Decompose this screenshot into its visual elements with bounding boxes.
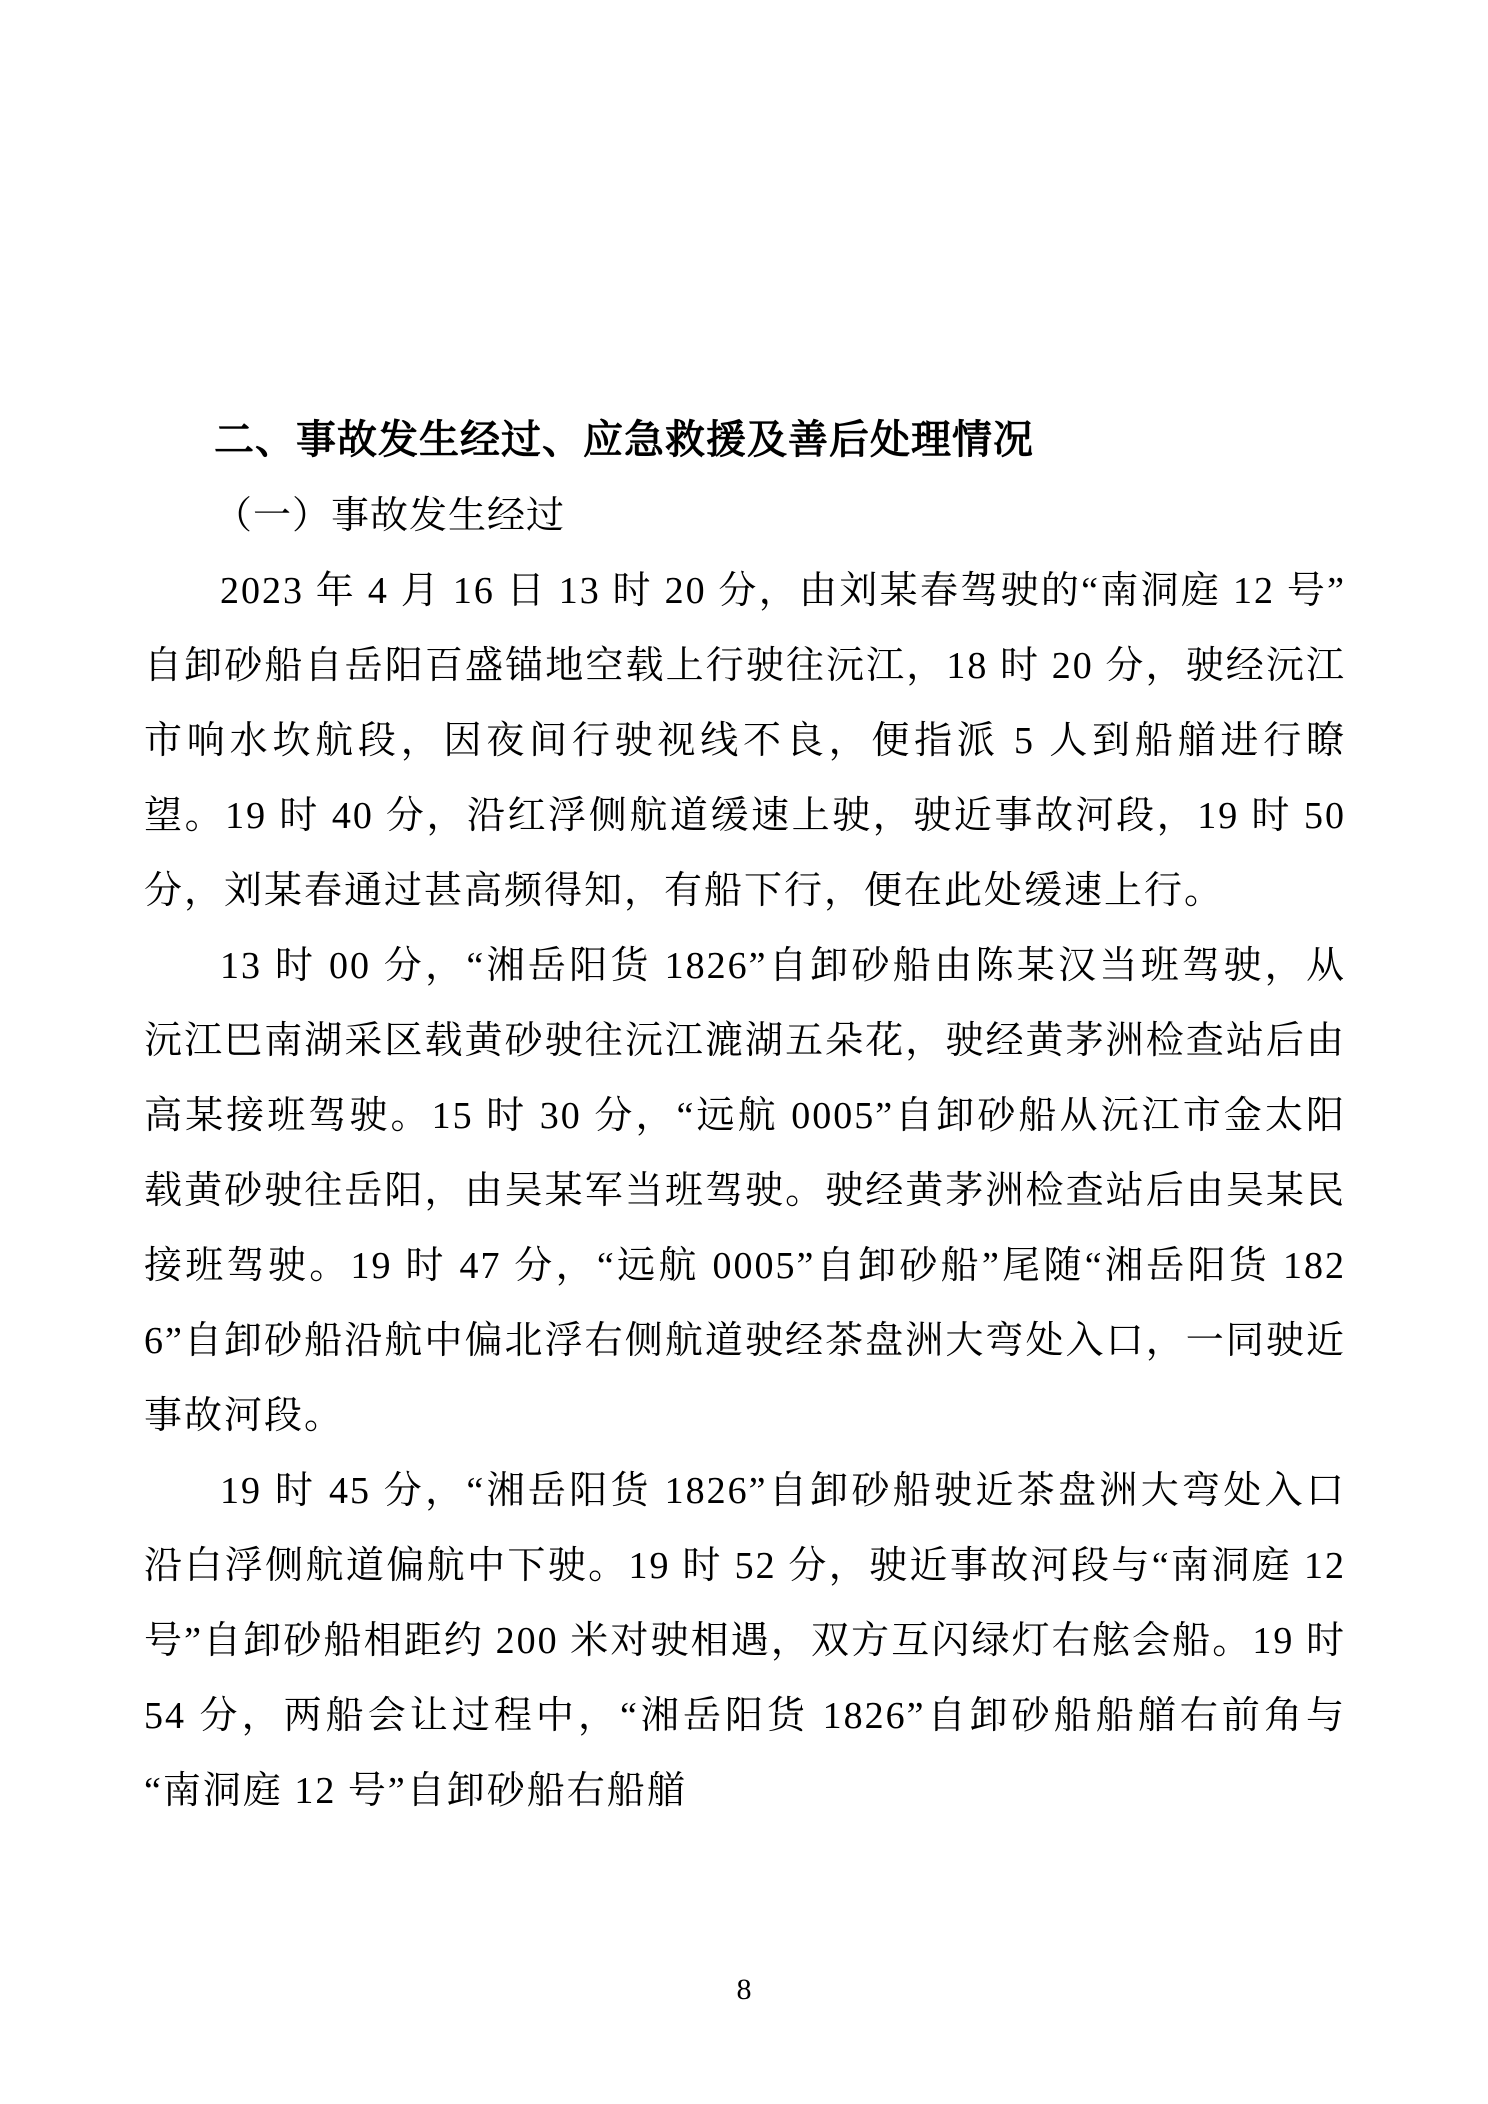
document-body — [144, 402, 1346, 1829]
body-paragraph-3: 19 时 45 分，“湘岳阳货 1826”自卸砂船驶近茶盘洲大弯处入口沿白浮侧航道偏航中下驶。19 时 52 分，驶近事故河段与“南洞庭 12 号”自卸砂船相距约 200 米对驶相遇，双方互闪绿灯右舷会船。19 时 54 分，两船会让过程中，“湘岳阳货 1826”自卸砂船船艏右前角与“南洞庭 12 号”自卸砂船右船艏 — [144, 1470, 1346, 1812]
body-paragraph-1: 2023 年 4 月 16 日 13 时 20 分，由刘某春驾驶的“南洞庭 12 号”自卸砂船自岳阳百盛锚地空载上行驶往沅江，18 时 20 分，驶经沅江市响水坎航段，因夜间行驶视线不良，便指派 5 人到船艏进行瞭望。19 时 40 分，沿红浮侧航道缓速上驶，驶近事故河段，19 时 50 分，刘某春通过甚高频得知，有船下行，便在此处缓速上行。 — [144, 570, 1346, 912]
body-paragraph-2: 13 时 00 分，“湘岳阳货 1826”自卸砂船由陈某汉当班驾驶，从沅江巴南湖采区载黄砂驶往沅江漉湖五朵花，驶经黄茅洲检查站后由高某接班驾驶。15 时 30 分，“远航 0005”自卸砂船从沅江市金太阳载黄砂驶往岳阳，由吴某军当班驾驶。驶经黄茅洲检查站后由吴某民接班驾驶。19 时 47 分，“远航 0005”自卸砂船”尾随“湘岳阳货 1826”自卸砂船沿航中偏北浮右侧航道驶经茶盘洲大弯处入口，一同驶近事故河段。 — [144, 945, 1346, 1437]
section-heading: 二、事故发生经过、应急救援及善后处理情况 — [214, 418, 1034, 462]
page-footer — [0, 1972, 1488, 2008]
subsection-heading: （一）事故发生经过 — [214, 495, 566, 537]
page-number: 8 — [736, 1973, 752, 2006]
